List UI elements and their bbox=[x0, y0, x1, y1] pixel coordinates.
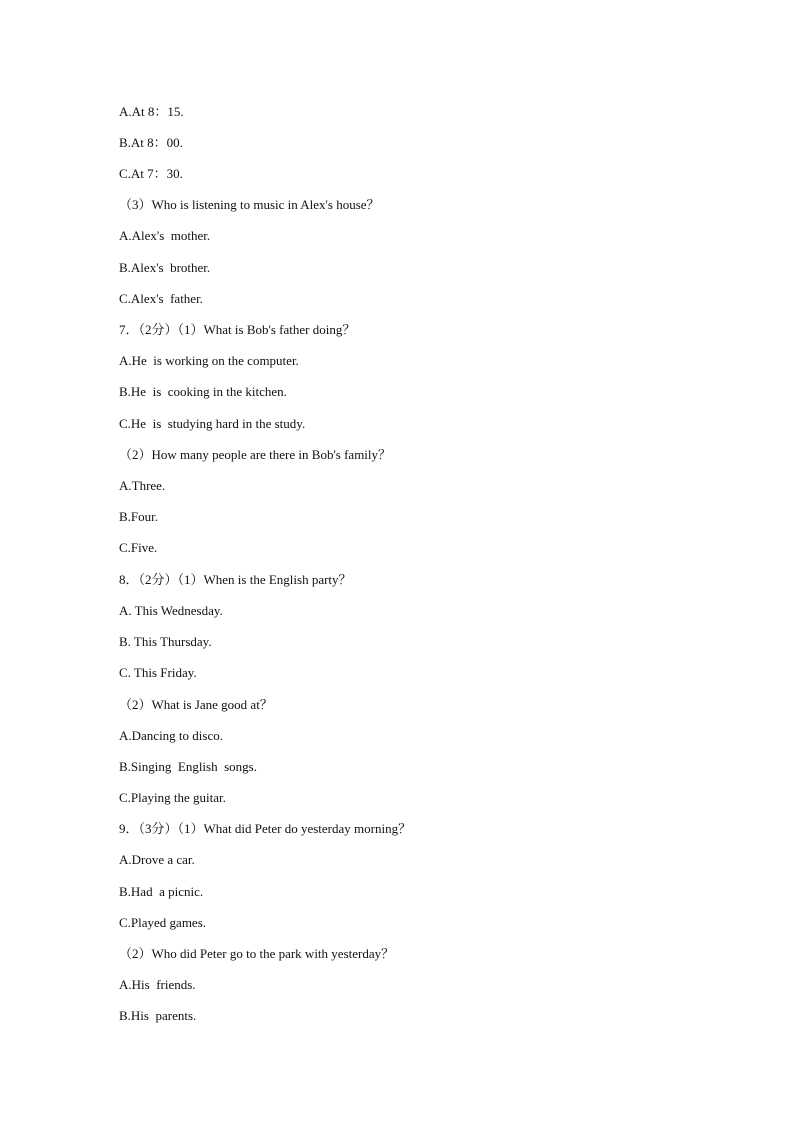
option-c-q2: C.At 7：30. bbox=[119, 166, 183, 181]
option-c-q8-2: C.Playing the guitar. bbox=[119, 790, 226, 805]
option-b-q9-2: B.His parents. bbox=[119, 1008, 197, 1023]
question-7-1: 7．（2分）（1）What is Bob's father doing？ bbox=[119, 322, 356, 337]
option-b-q7-2: B.Four. bbox=[119, 509, 159, 524]
option-b-q7-1: B.He is cooking in the kitchen. bbox=[119, 384, 287, 399]
option-b-q9-1: B.Had a picnic. bbox=[119, 884, 204, 899]
question-8-1: 8．（2分）（1）When is the English party？ bbox=[119, 572, 352, 587]
question-7-2: （2）How many people are there in Bob's family？ bbox=[119, 447, 392, 462]
option-a-q6-3: A.Alex's mother. bbox=[119, 228, 211, 243]
option-b-q8-1: B. This Thursday. bbox=[119, 634, 212, 649]
option-a-q7-1: A.He is working on the computer. bbox=[119, 353, 299, 368]
option-c-q9-1: C.Played games. bbox=[119, 915, 207, 930]
question-8-2: （2）What is Jane good at？ bbox=[119, 697, 273, 712]
question-9-1: 9．（3分）（1）What did Peter do yesterday morning？ bbox=[119, 821, 412, 836]
option-b-q8-2: B.Singing English songs. bbox=[119, 759, 257, 774]
option-a-q8-1: A. This Wednesday. bbox=[119, 603, 223, 618]
option-a-q9-1: A.Drove a car. bbox=[119, 852, 195, 867]
option-a-q8-2: A.Dancing to disco. bbox=[119, 728, 223, 743]
option-c-q7-1: C.He is studying hard in the study. bbox=[119, 416, 306, 431]
option-c-q6-3: C.Alex's father. bbox=[119, 291, 203, 306]
option-a-q7-2: A.Three. bbox=[119, 478, 166, 493]
question-9-2: （2）Who did Peter go to the park with yesterday？ bbox=[119, 946, 395, 961]
option-b-q6-3: B.Alex's brother. bbox=[119, 260, 211, 275]
question-6-3: （3）Who is listening to music in Alex's house？ bbox=[119, 197, 380, 212]
option-c-q7-2: C.Five. bbox=[119, 540, 158, 555]
option-c-q8-1: C. This Friday. bbox=[119, 665, 197, 680]
option-a-q2: A.At 8：15. bbox=[119, 104, 184, 119]
option-a-q9-2: A.His friends. bbox=[119, 977, 196, 992]
option-b-q2: B.At 8：00. bbox=[119, 135, 183, 150]
